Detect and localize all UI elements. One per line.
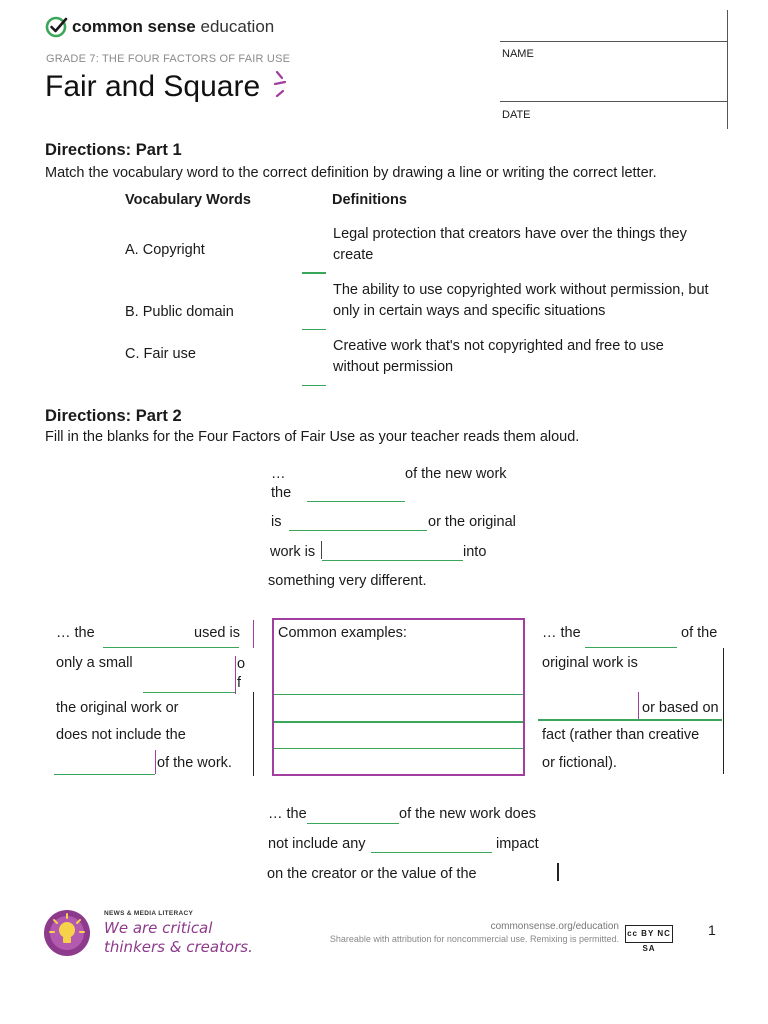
logo [45, 15, 275, 39]
spark-icon [271, 70, 291, 98]
answer-blank-3[interactable] [302, 385, 326, 386]
factor-left-text: o [237, 656, 246, 672]
blank-divider [253, 692, 254, 776]
factor-bottom-text: not include any [268, 836, 366, 852]
blank-divider [253, 620, 254, 648]
fill-in-blank[interactable] [307, 501, 405, 502]
fill-in-blank[interactable] [322, 560, 463, 561]
header-vertical-rule [727, 10, 728, 129]
logo-product-text: education [200, 17, 275, 36]
blank-divider [235, 656, 236, 694]
part2-heading: Directions: Part 2 [45, 407, 182, 425]
blank-divider [638, 692, 639, 720]
factor-top-text: work is [270, 544, 316, 560]
name-date-block [500, 10, 730, 130]
factor-left-text: does not include the [56, 727, 186, 743]
definitions-column-header: Definitions [332, 192, 407, 208]
part1-instructions: Match the vocabulary word to the correct definition by drawing a line or writing the correct letter. [45, 165, 657, 181]
fill-in-blank[interactable] [538, 719, 722, 721]
factor-right-text: or based on [642, 700, 719, 716]
factor-top-text: or the original [428, 514, 516, 530]
part2-instructions: Fill in the blanks for the Four Factors of Fair Use as your teacher reads them aloud. [45, 429, 580, 445]
factor-right-text: original work is [542, 655, 638, 671]
vocab-word-public-domain: B. Public domain [125, 304, 234, 320]
definition-1: Legal protection that creators have over the things they create [333, 226, 687, 263]
vocab-word-copyright: A. Copyright [125, 242, 205, 258]
answer-blank-1[interactable] [302, 272, 326, 274]
fill-in-blank[interactable] [289, 530, 427, 531]
lightbulb-badge-icon [42, 908, 92, 958]
definition-2: The ability to use copyrighted work without permission, but only in certain ways and specific situations [333, 282, 709, 319]
common-examples-box [272, 618, 525, 776]
factor-left-text: used is [194, 625, 240, 641]
fill-in-blank[interactable] [307, 823, 399, 824]
footer-license-text: Shareable with attribution for noncommercial use. Remixing is permitted. [329, 934, 619, 944]
factor-right-text: or fictional). [542, 755, 617, 771]
page-number: 1 [708, 922, 716, 938]
footer-site-link[interactable]: commonsense.org/education [490, 921, 619, 932]
fill-in-blank[interactable] [585, 647, 677, 648]
name-label: NAME [502, 48, 534, 60]
footer-brand-kicker: NEWS & MEDIA LITERACY [104, 910, 194, 917]
factor-top-text: something very different. [268, 573, 427, 589]
vocab-word-fair-use: C. Fair use [125, 346, 196, 362]
factor-bottom-text: … the [268, 806, 307, 822]
factor-top-text: … [271, 466, 286, 482]
factor-top-text: of the new work [405, 466, 507, 482]
blank-divider [557, 863, 559, 881]
name-top-divider [500, 41, 728, 42]
common-examples-label: Common examples: [278, 625, 407, 641]
blank-divider [321, 541, 322, 559]
factor-left-text: the original work or [56, 700, 179, 716]
example-line-1[interactable] [274, 694, 523, 695]
page-title: Fair and Square [45, 70, 261, 103]
fill-in-blank[interactable] [103, 647, 239, 648]
factor-left-text: … the [56, 625, 95, 641]
factor-bottom-text: on the creator or the value of the [267, 866, 477, 882]
date-label: DATE [502, 109, 531, 121]
footer-brand-line1: We are critical [104, 919, 213, 937]
definition-3: Creative work that's not copyrighted and free to use without permission [333, 338, 664, 375]
grade-label: GRADE 7: THE FOUR FACTORS OF FAIR USE [46, 53, 291, 65]
factor-bottom-text: impact [496, 836, 539, 852]
checkmark-logo-icon [45, 15, 69, 39]
name-field[interactable] [500, 62, 728, 100]
factor-left-text: of the work. [157, 755, 232, 771]
blank-divider [723, 648, 724, 774]
blank-divider [155, 750, 156, 774]
factor-bottom-text: of the new work does [399, 806, 537, 822]
part1-heading: Directions: Part 1 [45, 141, 182, 159]
example-line-3[interactable] [274, 748, 523, 749]
factor-left-text: only a small [56, 655, 133, 671]
fill-in-blank[interactable] [143, 692, 235, 693]
factor-right-text: … the [542, 625, 581, 641]
vocab-column-header: Vocabulary Words [125, 192, 251, 208]
factor-top-text: the [271, 485, 292, 501]
factor-top-text: into [463, 544, 487, 560]
date-top-divider [500, 101, 728, 102]
footer-brand-line2: thinkers & creators. [104, 938, 253, 956]
factor-left-text: f [237, 675, 242, 691]
factor-top-text: is [271, 514, 282, 530]
creative-commons-badge-icon: cc BY NC SA [625, 925, 673, 943]
answer-blank-2[interactable] [302, 329, 326, 330]
logo-brand-text: common sense [72, 17, 196, 36]
factor-right-text: fact (rather than creative [542, 727, 700, 743]
fill-in-blank[interactable] [371, 852, 492, 853]
example-line-2[interactable] [274, 721, 523, 723]
footer-brand [42, 906, 253, 962]
fill-in-blank[interactable] [54, 774, 155, 775]
factor-right-text: of the [681, 625, 718, 641]
